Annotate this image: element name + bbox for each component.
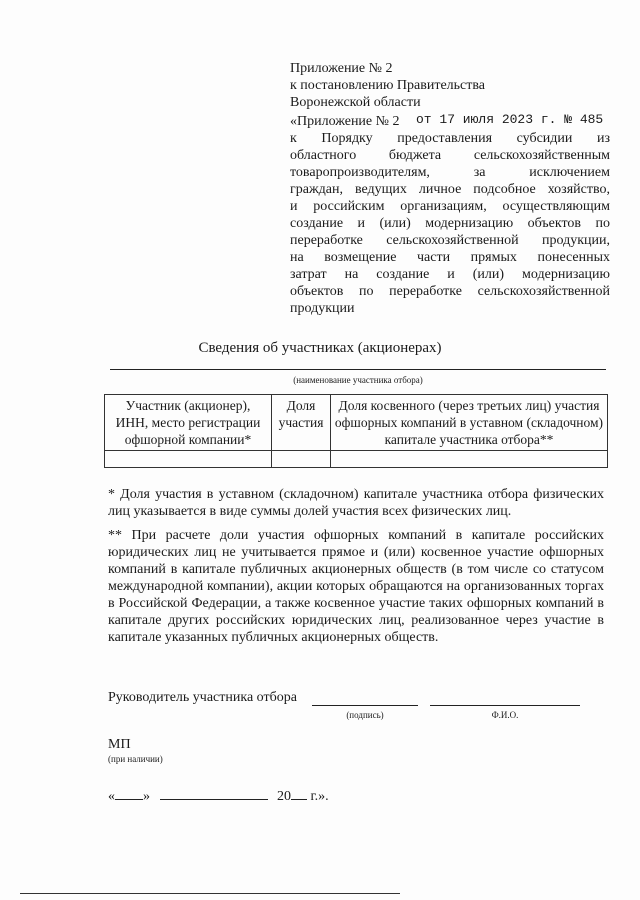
footer-divider [20, 893, 400, 894]
month-field[interactable] [160, 787, 268, 800]
appendix-number: Приложение № 2 [290, 61, 393, 76]
signature-caption: (подпись) [346, 710, 384, 720]
stamp-caption: (при наличии) [108, 754, 163, 764]
full-name-caption: Ф.И.О. [491, 710, 519, 720]
year-prefix: 20 [277, 789, 291, 804]
footnotes [108, 486, 604, 646]
col-header-offshore-share: Доля косвенного (через третьих лиц) участия офшорных компаний в уставном (складочном) капитале участника отбора** [331, 395, 608, 451]
footnote-2: ** При расчете доли участия офшорных компаний в капитале российских юридических лиц не учитывается прямое и (или) косвенное участие офшорных компаний в капитале публичных акционерных обществ (в том числе со статусом международной компании), акции которых обращаются на организованных торгах в Российской Федерации, а также косвенное участие таких офшорных компаний в капитале других российских юридических лиц, реализованное через участие в капитале указанных публичных акционерных обществ. [108, 528, 604, 645]
participants-table [104, 394, 608, 468]
appendix-ref-decree: к постановлению Правительства [290, 78, 486, 93]
signatory-label: Руководитель участника отбора [108, 690, 297, 705]
appendix-para-line: к Порядку предоставления субсидии из [290, 131, 610, 146]
col-header-share: Доля участия [272, 395, 331, 451]
appendix-para-line: и российским организациям, осуществляющим [290, 199, 610, 214]
appendix-para-line: объектов по переработке сельскохозяйственной [290, 284, 610, 299]
appendix-region: Воронежской области [290, 95, 421, 110]
appendix-para-line: переработке сельскохозяйственной продукции, [290, 233, 610, 248]
appendix-para-last-line: продукции [290, 301, 355, 316]
table-cell-offshore-share[interactable] [331, 451, 608, 468]
appendix-para-line: товаропроизводителям, за исключением [290, 165, 610, 180]
appendix-para-line: граждан, ведущих личное подсобное хозяйство, [290, 182, 610, 197]
appendix-para-line: на возмещение части прямых понесенных [290, 250, 610, 265]
table-row [105, 451, 608, 468]
footnote-1: * Доля участия в уставном (складочном) капитале участника отбора физических лиц указывается в виде суммы долей участия всех физических лиц. [108, 487, 604, 519]
year-field[interactable] [291, 787, 307, 800]
year-suffix: г.». [307, 789, 329, 804]
appendix-para-line: затрат на создание и (или) модернизацию [290, 267, 610, 282]
signature-field[interactable] [312, 705, 418, 706]
day-field[interactable] [115, 787, 143, 800]
form-title: Сведения об участниках (акционерах) [198, 340, 442, 356]
decree-date-stamp: от 17 июля 2023 г. № 485 [416, 112, 604, 127]
appendix-header [290, 60, 610, 317]
appendix-para-line: создание и (или) модернизацию объектов по [290, 216, 610, 231]
table-cell-participant[interactable] [105, 451, 272, 468]
date-open-quote: « [108, 789, 115, 804]
participant-name-field[interactable] [110, 369, 606, 370]
appendix-para-line: областного бюджета сельскохозяйственным [290, 148, 610, 163]
col-header-participant: Участник (акционер), ИНН, место регистрации офшорной компании* [105, 395, 272, 451]
date-line [108, 787, 329, 805]
appendix-sub-number: «Приложение № 2 [290, 114, 400, 129]
date-close-quote: » [143, 789, 150, 804]
full-name-field[interactable] [430, 705, 580, 706]
table-cell-share[interactable] [272, 451, 331, 468]
table-header-row [105, 395, 608, 451]
participant-name-caption: (наименование участника отбора) [293, 375, 423, 385]
stamp-place-label: МП [108, 737, 131, 752]
